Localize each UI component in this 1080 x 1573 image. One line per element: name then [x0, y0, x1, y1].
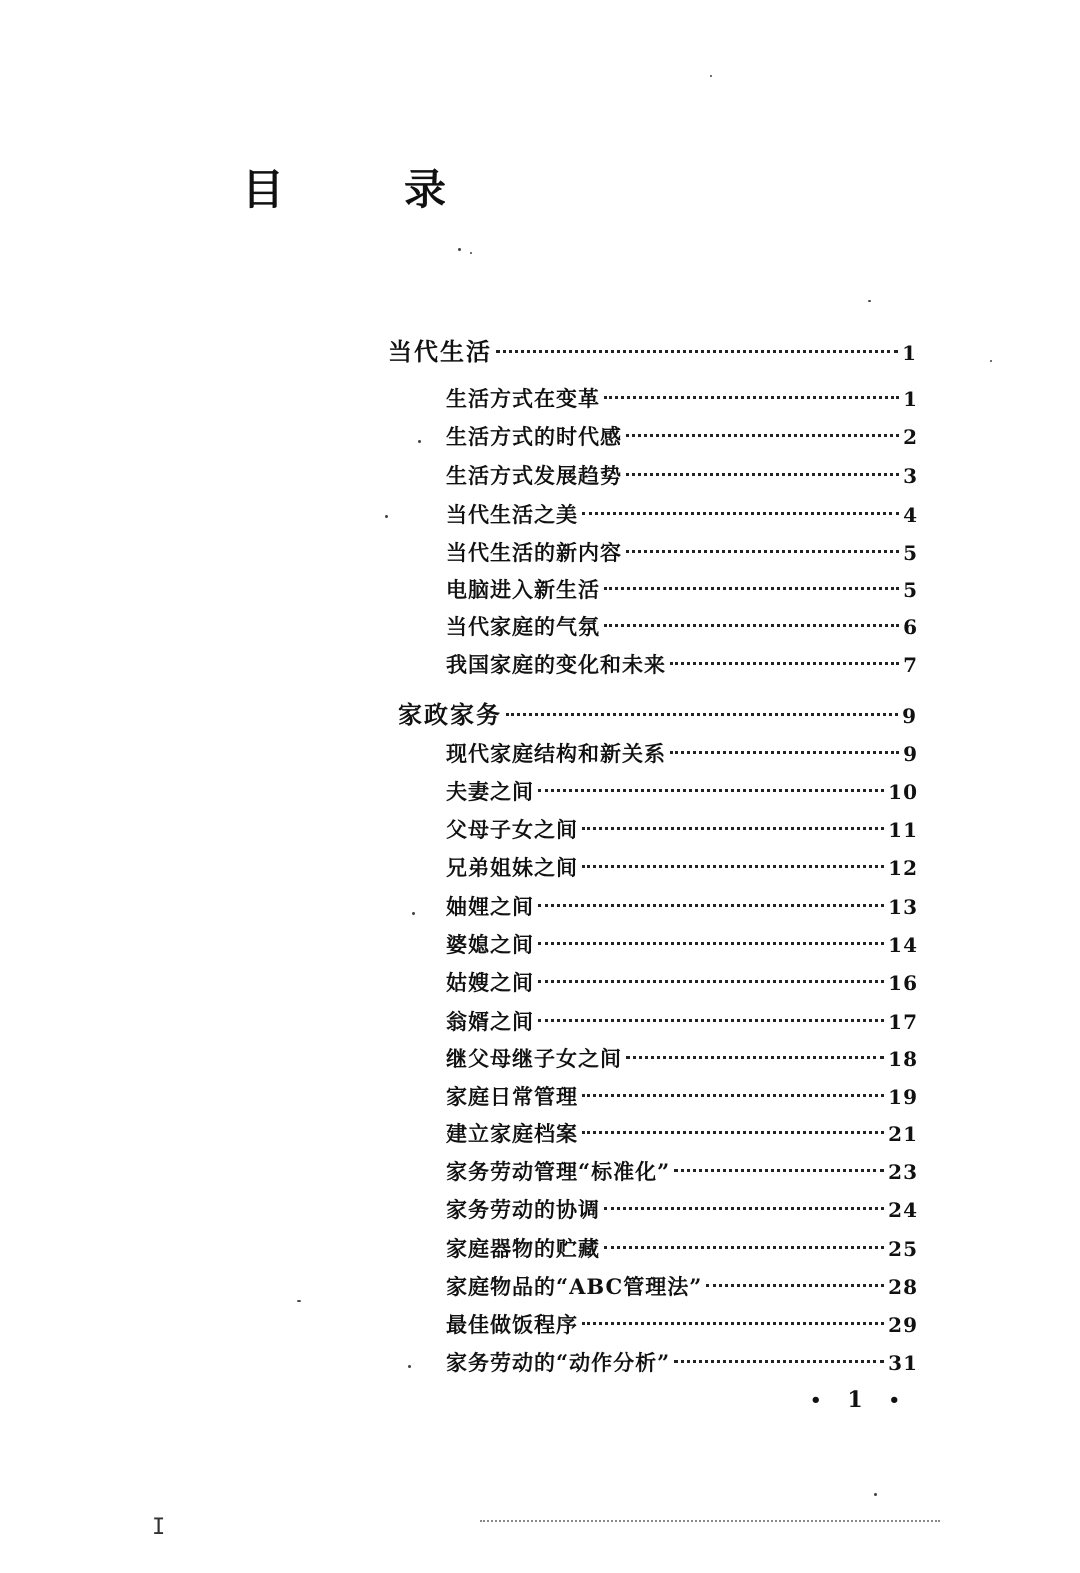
- toc-page-number: 12: [888, 856, 918, 880]
- toc-leader-dots: [582, 865, 884, 868]
- footer-bullet-right: •: [888, 1389, 900, 1411]
- toc-title: 家务劳动的协调: [446, 1197, 600, 1222]
- toc-title: 最佳做饭程序: [446, 1312, 578, 1337]
- toc-entry: [446, 777, 918, 807]
- toc-title: 我国家庭的变化和未来: [446, 652, 666, 677]
- toc-title: 当代生活之美: [446, 502, 578, 527]
- title-char-second: 录: [404, 165, 447, 214]
- toc-entry: [446, 650, 918, 680]
- toc-title: 电脑进入新生活: [446, 577, 600, 602]
- toc-page-number: 7: [903, 653, 918, 677]
- toc-leader-dots: [582, 1322, 884, 1325]
- toc-leader-dots: [582, 827, 884, 830]
- toc-leader-dots: [706, 1284, 884, 1287]
- toc-leader-dots: [604, 1246, 884, 1249]
- toc-page-number: 5: [903, 541, 918, 565]
- toc-title: 父母子女之间: [446, 817, 578, 842]
- toc-page-number: 21: [888, 1122, 918, 1146]
- toc-page-number: 9: [902, 704, 918, 728]
- toc-entry: [446, 1310, 918, 1340]
- toc-entry: [446, 1272, 918, 1302]
- toc-entry: [446, 815, 918, 845]
- page-number: 1: [847, 1387, 863, 1413]
- toc-title: 建立家庭档案: [446, 1121, 578, 1146]
- toc-page-number: 25: [888, 1237, 918, 1261]
- toc-title: 生活方式发展趋势: [446, 463, 622, 488]
- toc-page-number: 18: [888, 1047, 918, 1071]
- toc-title: 现代家庭结构和新关系: [446, 741, 666, 766]
- toc-page-number: 19: [888, 1085, 918, 1109]
- toc-leader-dots: [604, 624, 899, 627]
- toc-title: 当代生活: [388, 337, 492, 366]
- toc-page-number: 1: [902, 341, 918, 365]
- toc-leader-dots: [538, 980, 884, 983]
- toc-page-number: 31: [888, 1351, 918, 1375]
- toc-page-number: 23: [888, 1160, 918, 1184]
- toc-page-number: 14: [888, 933, 918, 957]
- toc-leader-dots: [538, 1019, 884, 1022]
- toc-leader-dots: [626, 1056, 884, 1059]
- toc-entry: [446, 538, 918, 568]
- toc-title: 夫妻之间: [446, 779, 534, 804]
- toc-entry: [446, 1082, 918, 1112]
- toc-page-number: 17: [888, 1010, 918, 1034]
- toc-leader-dots: [604, 587, 899, 590]
- toc-page-number: 24: [888, 1198, 918, 1222]
- toc-entry: [446, 461, 918, 491]
- toc-leader-dots: [626, 434, 899, 437]
- toc-entry: [446, 1348, 918, 1378]
- toc-title: 翁婿之间: [446, 1009, 534, 1034]
- title-char-first: 目: [242, 165, 285, 214]
- toc-entry: [446, 1007, 918, 1037]
- toc-leader-dots: [670, 662, 899, 665]
- toc-title: 妯娌之间: [446, 894, 534, 919]
- toc-page-number: 16: [888, 971, 918, 995]
- toc-leader-dots: [604, 396, 899, 399]
- toc-entry: [446, 384, 918, 414]
- toc-leader-dots: [670, 751, 899, 754]
- toc-leader-dots: [582, 1131, 884, 1134]
- toc-title: 家庭日常管理: [446, 1084, 578, 1109]
- toc-entry: [446, 739, 918, 769]
- toc-title: 继父母继子女之间: [446, 1046, 622, 1071]
- scan-artifact-line: [480, 1520, 940, 1522]
- toc-leader-dots: [538, 904, 884, 907]
- toc-title: 生活方式的时代感: [446, 424, 622, 449]
- toc-section: [388, 337, 918, 367]
- toc-section: [398, 700, 918, 730]
- toc-title: 姑嫂之间: [446, 970, 534, 995]
- toc-entry: [446, 853, 918, 883]
- toc-entry: [446, 1044, 918, 1074]
- toc-entry: [446, 1195, 918, 1225]
- toc-entry: [446, 575, 918, 605]
- toc-leader-dots: [538, 942, 884, 945]
- toc-leader-dots: [538, 789, 884, 792]
- toc-entry: [446, 930, 918, 960]
- toc-entry: [446, 1157, 918, 1187]
- toc-leader-dots: [626, 550, 899, 553]
- toc-leader-dots: [674, 1169, 884, 1172]
- toc-page-number: 9: [903, 742, 918, 766]
- toc-page-number: 4: [903, 503, 918, 527]
- toc-title: 家务劳动管理“标准化”: [446, 1159, 671, 1184]
- toc-entry: [446, 1119, 918, 1149]
- toc-page-number: 10: [888, 780, 918, 804]
- margin-mark: I: [152, 1515, 166, 1540]
- toc-page-number: 5: [903, 578, 918, 602]
- toc-entry: [446, 612, 918, 642]
- toc-entry: [446, 500, 918, 530]
- toc-leader-dots: [626, 473, 899, 476]
- toc-title: 生活方式在变革: [446, 386, 600, 411]
- toc-title: 家庭物品的“ABC管理法”: [446, 1274, 703, 1299]
- toc-page-number: 11: [888, 818, 918, 842]
- toc-title: 家政家务: [398, 700, 502, 729]
- footer-bullet-left: •: [810, 1389, 822, 1411]
- toc-title: 兄弟姐妹之间: [446, 855, 578, 880]
- toc-title: 家务劳动的“动作分析”: [446, 1350, 671, 1375]
- toc-entry: [446, 968, 918, 998]
- toc-leader-dots: [582, 512, 899, 515]
- toc-page-number: 28: [888, 1275, 918, 1299]
- toc-page-number: 3: [903, 464, 918, 488]
- toc-leader-dots: [674, 1360, 884, 1363]
- toc-page-number: 29: [888, 1313, 918, 1337]
- toc-leader-dots: [582, 1094, 884, 1097]
- toc-leader-dots: [506, 713, 898, 716]
- toc-entry: [446, 422, 918, 452]
- toc-page-number: 1: [903, 387, 918, 411]
- toc-leader-dots: [604, 1207, 884, 1210]
- toc-title: 当代生活的新内容: [446, 540, 622, 565]
- toc-title: 婆媳之间: [446, 932, 534, 957]
- toc-leader-dots: [496, 350, 898, 353]
- toc-page-number: 6: [903, 615, 918, 639]
- toc-page-number: 2: [903, 425, 918, 449]
- toc-title: 家庭器物的贮藏: [446, 1236, 600, 1261]
- page-footer: [810, 1385, 900, 1415]
- toc-page-number: 13: [888, 895, 918, 919]
- toc-entry: [446, 892, 918, 922]
- toc-entry: [446, 1234, 918, 1264]
- toc-title: 当代家庭的气氛: [446, 614, 600, 639]
